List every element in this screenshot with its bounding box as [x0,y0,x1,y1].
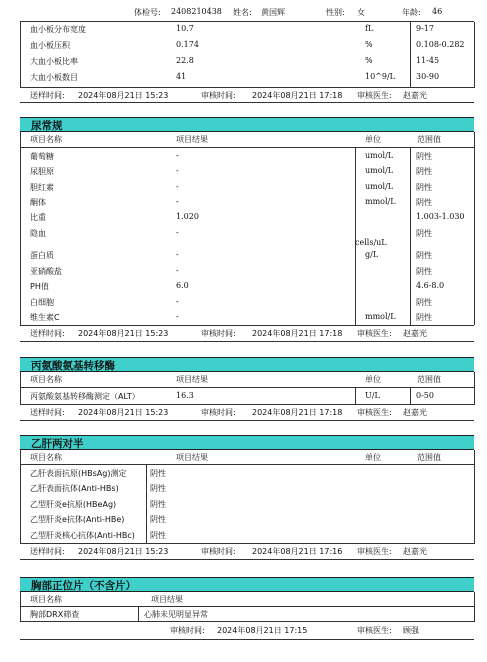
doctor-label: 审核医生: [357,91,392,100]
table-row [20,180,474,195]
doctor-name: 赵嘉光 [403,547,427,556]
item-result: 阴性 [150,469,166,478]
hbv-title: 乙肝两对半 [31,438,84,450]
doctor-label: 审核医生: [357,547,392,556]
table-row [20,164,474,179]
item-result: - [176,312,179,321]
table-row [20,607,474,622]
item-result: - [176,297,179,306]
chest-title: 胸部正位片（不含片） [31,580,136,592]
item-result: 心肺未见明显异常 [144,610,208,619]
exam-id-value: 2408210438 [171,7,222,16]
table-row [20,466,474,481]
table-border [474,592,475,622]
item-name: 蛋白质 [30,251,54,260]
item-range: 4.6-8.0 [416,281,445,290]
item-unit: 10^9/L [365,72,395,81]
item-unit: U/L [365,391,380,400]
item-range: 0-50 [416,391,434,400]
table-row [20,481,474,496]
item-range: 阴性 [416,313,432,322]
table-row [20,149,474,164]
name-value: 黄国辉 [261,8,285,17]
col-name-header: 项目名称 [30,375,62,384]
table-border [474,132,475,325]
item-name: 血小板分布宽度 [30,25,86,34]
table-row [20,497,474,512]
section-divider [20,341,474,342]
item-result: 22.8 [176,56,194,65]
col-unit-header: 单位 [365,453,381,462]
table-row [20,512,474,527]
audit-time: 2024年08月21日 17:16 [252,547,343,556]
item-name: 酮体 [30,198,46,207]
table-divider [20,543,474,544]
audit-time: 2024年08月21日 17:18 [252,329,343,338]
item-name: 比重 [30,213,46,222]
item-result: 阴性 [150,515,166,524]
item-result: 阴性 [150,531,166,540]
section-divider [20,420,474,421]
audit-time-label: 审核时间: [201,329,236,338]
doctor-name: 赵嘉光 [403,329,427,338]
sex-label: 性别: [326,8,345,17]
alt-title: 丙氨酸氨基转移酶 [31,360,115,372]
item-name: 乙型肝炎e抗体(Anti-HBe) [30,515,125,524]
item-range: 9-17 [416,24,434,33]
item-unit: umol/L [365,151,394,160]
send-time-label: 送样时间: [30,91,65,100]
col-range-header: 范围值 [417,453,441,462]
item-result: - [176,266,179,275]
cells-unit: cells/uL [355,238,387,247]
item-unit: mmol/L [365,197,396,206]
item-unit: % [365,40,373,49]
table-row [20,54,474,69]
item-unit: umol/L [365,166,394,175]
sex-value: 女 [357,8,365,17]
table-border [474,22,475,88]
col-result-header: 项目结果 [151,595,183,604]
name-label: 姓名: [233,8,252,17]
section-divider [20,639,474,640]
item-range: 阴性 [416,152,432,161]
col-result-header: 项目结果 [176,453,208,462]
table-row [20,70,474,85]
item-name: 乙型肝炎核心抗体(Anti-HBc) [30,531,135,540]
section-divider [20,102,474,103]
send-time: 2024年08月21日 15:23 [78,91,169,100]
age-value: 46 [432,7,443,16]
doctor-label: 审核医生: [357,329,392,338]
item-range: 阴性 [416,298,432,307]
audit-time-label: 审核时间: [201,547,236,556]
item-name: 白细胞 [30,298,54,307]
item-result: 16.3 [176,391,194,400]
item-result: - [176,151,179,160]
item-name: 胸部DRX筛查 [30,610,80,619]
table-divider [20,147,474,148]
item-name: 乙型肝炎e抗原(HBeAg) [30,500,117,509]
item-result: - [176,250,179,259]
table-divider [20,404,474,405]
item-name: 尿胆原 [30,167,54,176]
table-row [20,528,474,543]
table-row [20,279,474,294]
item-name: 葡萄糖 [30,152,54,161]
item-name: 亚硝酸盐 [30,267,62,276]
item-range: 阴性 [416,229,432,238]
item-result: 6.0 [176,281,189,290]
table-row [20,389,474,404]
send-time-label: 送样时间: [30,547,65,556]
item-range: 阴性 [416,267,432,276]
item-unit: mmol/L [365,312,396,321]
item-result: 1.020 [176,212,199,221]
item-result: - [176,228,179,237]
item-unit: % [365,56,373,65]
item-range: 30-90 [416,72,440,81]
table-divider [20,325,474,326]
table-row [20,310,474,325]
table-row [20,22,474,37]
send-time: 2024年08月21日 15:23 [78,329,169,338]
item-result: - [176,166,179,175]
item-name: PH值 [30,282,49,291]
col-unit-header: 单位 [365,375,381,384]
item-name: 乙肝表面抗体(Anti-HBs) [30,484,119,493]
audit-time-label: 审核时间: [201,91,236,100]
item-range: 0.108-0.282 [416,40,465,49]
col-name-header: 项目名称 [30,135,62,144]
send-time-label: 送样时间: [30,329,65,338]
item-range: 阴性 [416,167,432,176]
col-range-header: 范围值 [417,135,441,144]
item-range: 1.003-1.030 [416,212,465,221]
doctor-name: 赵嘉光 [403,408,427,417]
audit-time: 2024年08月21日 17:15 [217,626,308,635]
audit-time-label: 审核时间: [201,408,236,417]
col-unit-header: 单位 [365,135,381,144]
exam-id-label: 体检号: [134,8,161,17]
table-row [20,248,474,263]
table-divider [20,621,474,622]
item-name: 隐血 [30,229,46,238]
item-unit: g/L [365,250,379,259]
item-name: 维生素C [30,313,60,322]
col-result-header: 项目结果 [176,135,208,144]
item-name: 大血小板比率 [30,57,78,66]
hbv-title-bar [20,435,474,450]
col-name-header: 项目名称 [30,595,62,604]
item-name: 大血小板数目 [30,73,78,82]
table-row [20,210,474,225]
doctor-label: 审核医生: [357,626,392,635]
table-row [20,264,474,279]
item-result: 阴性 [150,484,166,493]
send-time: 2024年08月21日 15:23 [78,408,169,417]
table-border [474,450,475,544]
item-name: 丙氨酸氨基转移酶测定（ALT） [30,392,140,401]
item-unit: fL [365,24,374,33]
item-range: 阴性 [416,183,432,192]
send-time-label: 送样时间: [30,408,65,417]
item-name: 乙肝表面抗原(HBsAg)测定 [30,469,127,478]
col-range-header: 范围值 [417,375,441,384]
urine-title: 尿常规 [31,120,63,132]
table-divider [20,87,474,88]
table-row [20,295,474,310]
table-divider [20,387,474,388]
item-result: - [176,182,179,191]
item-range: 11-45 [416,56,440,65]
section-divider [20,559,474,560]
table-row [20,226,474,241]
doctor-name: 赵嘉光 [403,91,427,100]
item-result: 阴性 [150,500,166,509]
item-range: 阴性 [416,198,432,207]
table-divider [20,464,474,465]
send-time: 2024年08月21日 15:23 [78,547,169,556]
table-row [20,38,474,53]
item-name: 血小板压积 [30,41,70,50]
col-result-header: 项目结果 [176,375,208,384]
audit-time: 2024年08月21日 17:18 [252,408,343,417]
item-result: - [176,197,179,206]
doctor-name: 顾强 [403,626,419,635]
urine-title-bar [20,117,474,132]
audit-time-label: 审核时间: [170,626,205,635]
audit-time: 2024年08月21日 17:18 [252,91,343,100]
age-label: 年龄: [402,8,421,17]
item-result: 0.174 [176,40,199,49]
item-result: 10.7 [176,24,194,33]
table-row [20,195,474,210]
col-name-header: 项目名称 [30,453,62,462]
item-unit: umol/L [365,182,394,191]
doctor-label: 审核医生: [357,408,392,417]
table-border [474,372,475,405]
item-name: 胆红素 [30,183,54,192]
item-result: 41 [176,72,187,81]
item-range: 阴性 [416,251,432,260]
